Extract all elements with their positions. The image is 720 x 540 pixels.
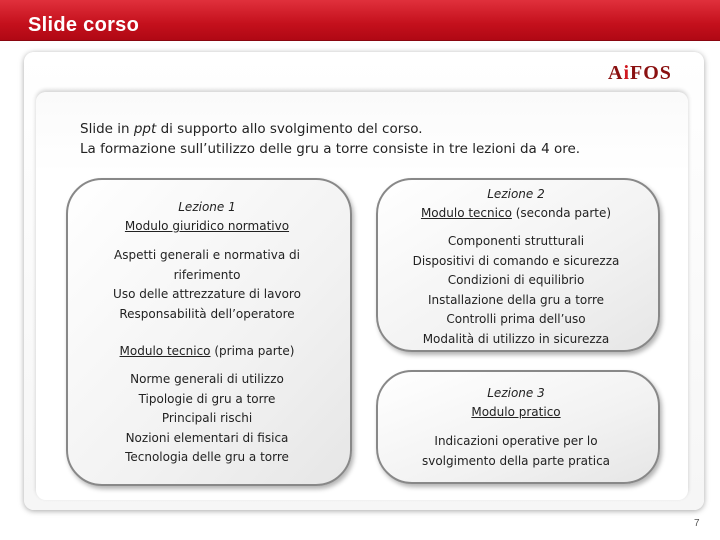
- list-item: Nozioni elementari di fisica: [125, 430, 289, 445]
- list-item: svolgimento della parte pratica: [421, 453, 611, 468]
- list-item: Uso delle attrezzature di lavoro: [113, 287, 301, 301]
- intro-text: [80, 119, 580, 159]
- lesson-2-module: Modulo tecnico (seconda parte): [420, 206, 612, 220]
- list-item: riferimento: [173, 267, 241, 282]
- list-item: Condizioni di equilibrio: [447, 273, 585, 287]
- list-item: Controlli prima dell’uso: [446, 312, 586, 326]
- logo-prefix: A: [608, 62, 624, 84]
- logo-suffix: FOS: [630, 62, 672, 84]
- lesson-1-module-b: Modulo tecnico (prima parte): [119, 344, 295, 358]
- intro-line-1: Slide in ppt di supporto allo svolgimento del corso.: [80, 121, 423, 137]
- list-item: Dispositivi di comando e sicurezza: [412, 253, 620, 268]
- lesson-1-module-a-list: [66, 246, 348, 324]
- list-item: Indicazioni operative per lo: [434, 434, 598, 448]
- lesson-2-title: Lezione 2: [487, 187, 545, 201]
- lesson-3-module: Modulo pratico: [471, 405, 561, 419]
- list-item: Modalità di utilizzo in sicurezza: [422, 331, 610, 346]
- list-item: Tecnologia delle gru a torre: [125, 450, 289, 464]
- list-item: Tipologie di gru a torre: [138, 391, 276, 406]
- list-item: Installazione della gru a torre: [427, 292, 605, 307]
- list-item: Principali rischi: [161, 411, 253, 425]
- intro-line-2: La formazione sull’utilizzo delle gru a torre consiste in tre lezioni da 4 ore.: [80, 141, 581, 157]
- list-item: Norme generali di utilizzo: [130, 372, 284, 386]
- slide-title: Slide corso: [28, 14, 140, 36]
- lesson-1-title: Lezione 1: [178, 200, 236, 214]
- list-item: Aspetti generali e normativa di: [114, 248, 300, 262]
- lesson-1-module-a: Modulo giuridico normativo: [124, 219, 290, 233]
- aifos-logo: [608, 62, 672, 85]
- page-number: 7: [694, 518, 700, 529]
- logo-i: i: [623, 62, 631, 84]
- list-item: Componenti strutturali: [447, 234, 585, 248]
- lesson-3-title: Lezione 3: [487, 386, 545, 400]
- lesson-3-list: [376, 432, 656, 471]
- lesson-1-module-b-list: [66, 370, 348, 468]
- list-item: Responsabilità dell’operatore: [119, 306, 295, 321]
- lesson-2-list: [376, 232, 656, 349]
